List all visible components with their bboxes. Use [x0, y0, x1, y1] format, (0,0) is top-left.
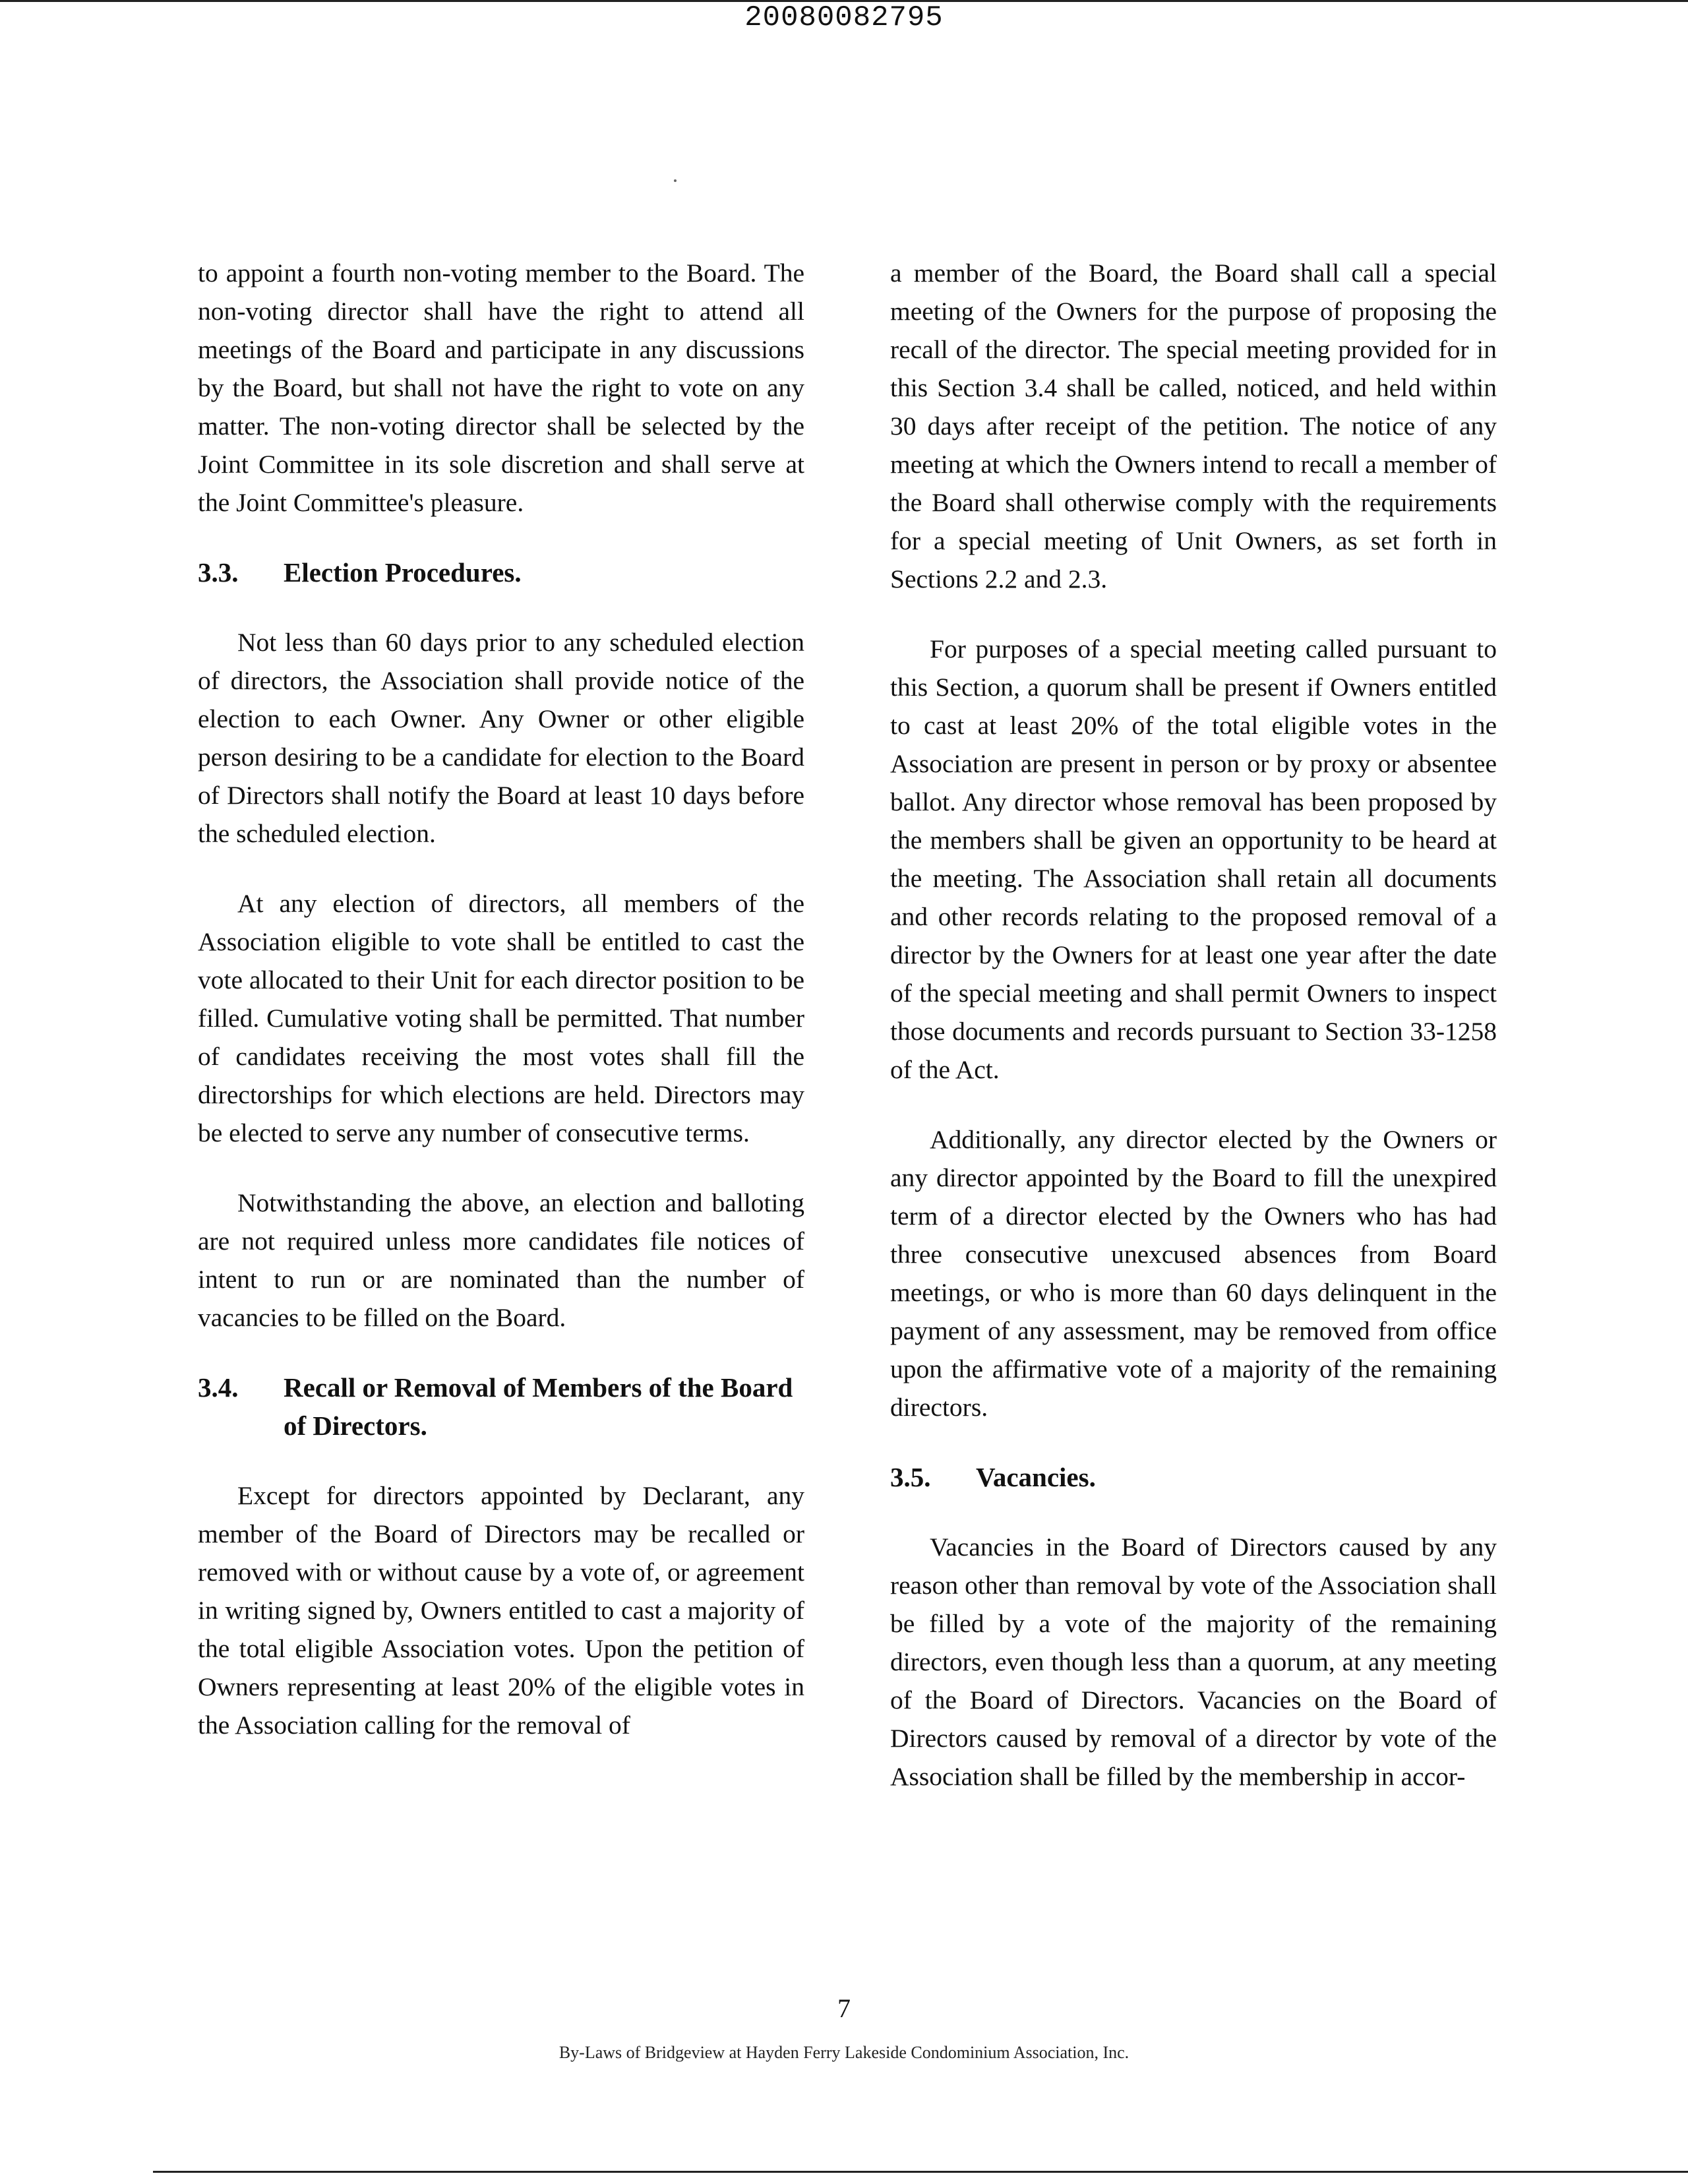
section-title: Recall or Removal of Members of the Board of Directors.	[284, 1372, 793, 1441]
footer-text: By-Laws of Bridgeview at Hayden Ferry Lakeside Condominium Association, Inc.	[558, 2043, 1130, 2062]
section-heading-3-3	[198, 553, 804, 592]
left-column	[198, 254, 804, 1744]
section-number: 3.4.	[198, 1372, 239, 1403]
right-paragraph-3: Additionally, any director elected by the Owners or any director appointed by the Board to fill the unexpired term of a director elected by the Owners who has had three consecutive unexcused absences from Board meetings, or who is more than 60 days delinquent in the payment of any assessment, may be removed from office upon the affirmative vote of a majority of the remaining directors.	[890, 1125, 1497, 1422]
section-heading-3-5	[890, 1458, 1497, 1496]
right-paragraph-1: a member of the Board, the Board shall call a special meeting of the Owners for the purpose of proposing the recall of the director. The special meeting provided for in this Section 3.4 shall be called, noticed, and held within 30 days after receipt of the petition. The notice of any meeting at which the Owners intend to recall a member of the Board shall otherwise comply with the requirements for a special meeting of Unit Owners, as set forth in Sections 2.2 and 2.3.	[890, 258, 1497, 593]
section-title: Vacancies.	[976, 1462, 1096, 1492]
left-paragraph-2: Not less than 60 days prior to any scheduled election of directors, the Association shall provide notice of the election to each Owner. Any Owner or other eligible person desiring to be a candidate for election to the Board of Directors shall notify the Board at least 10 days before the scheduled election.	[198, 628, 804, 848]
section-number: 3.3.	[198, 557, 239, 588]
section-heading-3-4	[198, 1368, 804, 1445]
right-column	[890, 254, 1497, 1796]
section-number: 3.5.	[890, 1462, 931, 1492]
left-paragraph-4: Notwithstanding the above, an election and balloting are not required unless more candidates file notices of intent to run or are nominated than the number of vacancies to be filled on the Board.	[198, 1188, 804, 1332]
scan-artifact-dot	[674, 179, 677, 182]
left-paragraph-5: Except for directors appointed by Declarant, any member of the Board of Directors may be recalled or removed with or without cause by a vote of, or agreement in writing signed by, Owners entitled to cast a majority of the total eligible Association votes. Upon the petition of Owners representing at least 20% of the eligible votes in the Association calling for the removal of	[198, 1481, 804, 1740]
section-title: Election Procedures.	[284, 557, 522, 588]
left-paragraph-1: to appoint a fourth non-voting member to the Board. The non-voting director shall have the right to attend all meetings of the Board and participate in any discussions by the Board, but shall not have the right to vote on any matter. The non-voting director shall be selected by the Joint Committee in its sole discretion and shall serve at the Joint Committee's pleasure.	[198, 258, 804, 517]
page-number: 7	[837, 1993, 851, 2023]
document-number: 20080082795	[744, 1, 944, 34]
right-paragraph-4: Vacancies in the Board of Directors caused by any reason other than removal by vote of the Association shall be filled by a vote of the majority of the remaining directors, even though less than a quorum, at any meeting of the Board of Directors. Vacancies on the Board of Directors caused by removal of a director by vote of the Association shall be filled by the membership in accor-	[890, 1532, 1497, 1791]
left-paragraph-3: At any election of directors, all members of the Association eligible to vote shall be entitled to cast the vote allocated to their Unit for each director position to be filled. Cumulative voting shall be permitted. That number of candidates receiving the most votes shall fill the directorships for which elections are held. Directors may be elected to serve any number of consecutive terms.	[198, 889, 804, 1147]
right-paragraph-2: For purposes of a special meeting called pursuant to this Section, a quorum shall be present if Owners entitled to cast at least 20% of the total eligible votes in the Association are present in person or by proxy or absentee ballot. Any director whose removal has been proposed by the members shall be given an opportunity to be heard at the meeting. The Association shall retain all documents and other records relating to the proposed removal of a director by the Owners for at least one year after the date of the special meeting and shall permit Owners to inspect those documents and records pursuant to Section 33-1258 of the Act.	[890, 634, 1497, 1084]
bottom-border-line	[153, 2171, 1688, 2173]
